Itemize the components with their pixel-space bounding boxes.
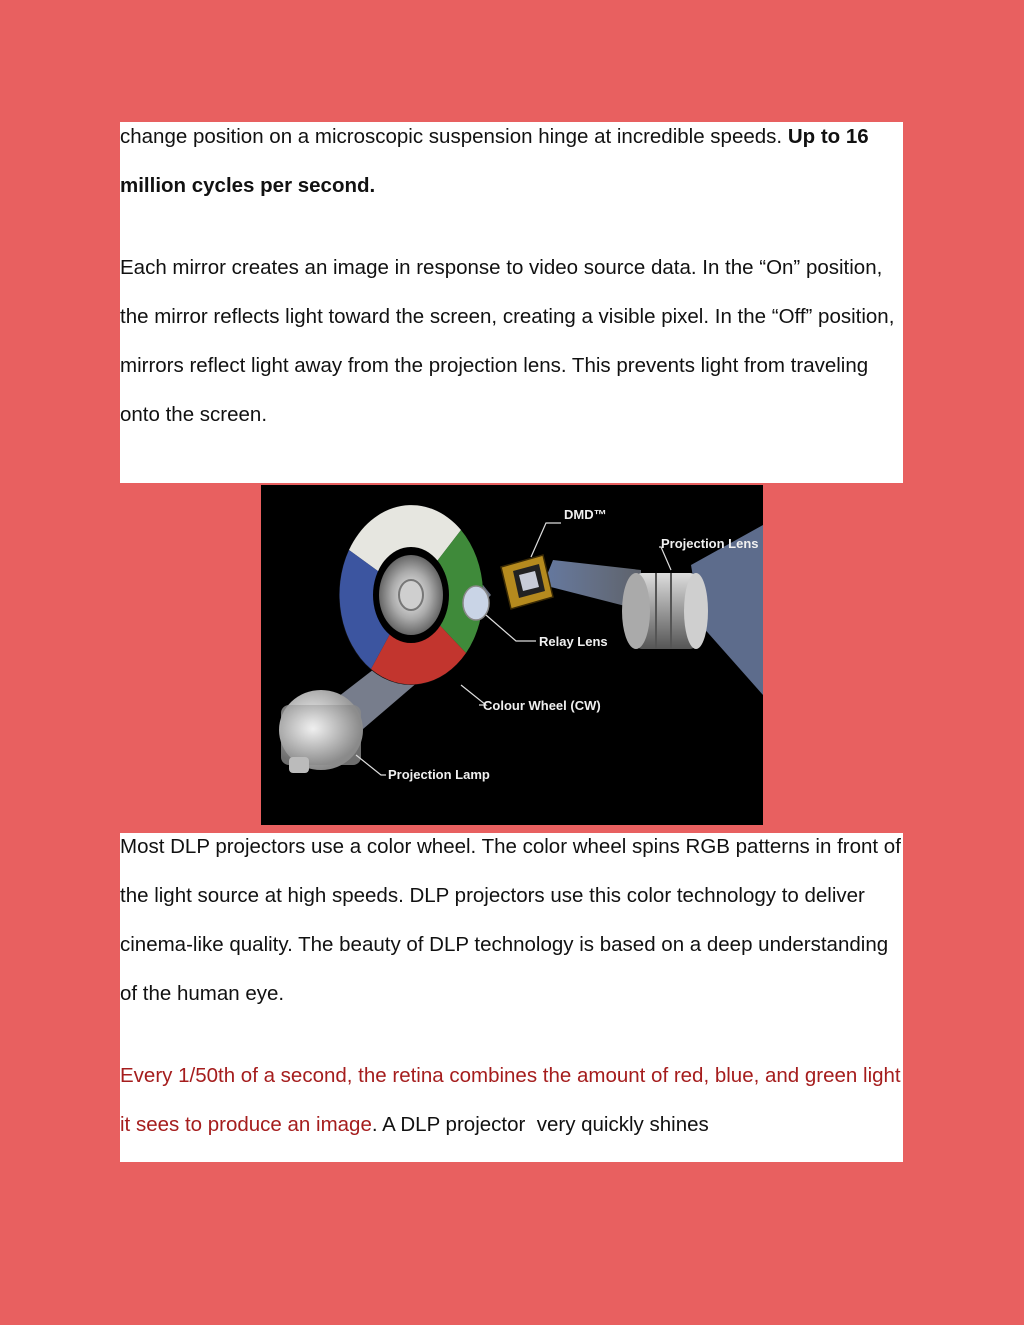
paragraph-continuation: . A DLP projector very quickly shines — [371, 1113, 709, 1136]
bold-highlight: Up to 16 million cycles per second. — [120, 125, 869, 197]
paragraph-mirror-states: Each mirror creates an image in response to video source data. In the “On” position, the mirror reflects light toward the screen, creating a visible pixel. In the “Off” position, mirrors reflect light away from the projection lens. This prevents light from traveling onto the screen. — [120, 256, 895, 426]
dlp-diagram-image — [261, 485, 763, 825]
projection-lamp — [279, 690, 363, 773]
label-dmd: DMD™ — [564, 507, 607, 522]
colour-wheel — [339, 505, 483, 685]
paragraph-color-wheel: Most DLP projectors use a color wheel. The color wheel spins RGB patterns in front of the light source at high speeds. DLP projectors use this color technology to deliver cinema-like quality. The beauty of DLP technology is based on a deep understanding of the human eye. — [120, 835, 901, 1005]
dmd-chip — [501, 555, 553, 609]
label-projection-lamp: Projection Lamp — [388, 767, 490, 782]
text-block-1 — [120, 122, 903, 483]
paragraph-mirror-speed — [120, 112, 903, 210]
projection-lamp-leader-line — [356, 755, 386, 775]
label-colour-wheel: Colour Wheel (CW) — [483, 698, 601, 713]
dlp-diagram-svg — [261, 485, 763, 825]
relay-lens — [463, 586, 489, 620]
label-relay-lens: Relay Lens — [539, 634, 608, 649]
label-projection-lens: Projection Lens — [661, 536, 759, 551]
projection-lens — [622, 573, 708, 649]
relay-lens-leader-line — [486, 615, 536, 641]
text-block-2 — [120, 833, 903, 1162]
paragraph-text: change position on a microscopic suspension hinge at incredible speeds. — [120, 125, 788, 148]
paragraph-retina — [120, 1051, 903, 1149]
dmd-leader-line — [531, 523, 561, 557]
red-highlight-text: Every 1/50th of a second, the retina combines the amount of red, blue, and green light it sees to produce an image — [120, 1064, 901, 1136]
